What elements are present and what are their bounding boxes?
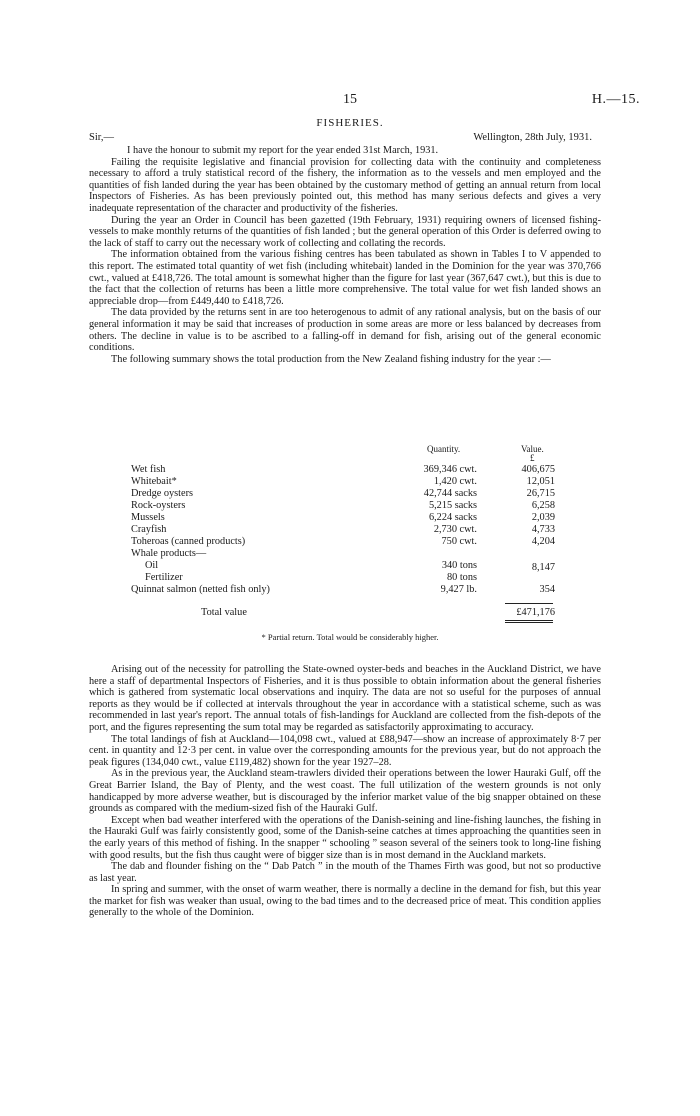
row-value: 12,051 xyxy=(526,476,555,487)
row-quantity: 9,427 lb. xyxy=(440,584,477,595)
table-row xyxy=(131,536,555,548)
row-quantity: 1,420 cwt. xyxy=(433,476,477,487)
total-double-rule xyxy=(505,622,553,623)
paragraph: The data provided by the returns sent in are too heterogenous to admit of any rational analysis, but on the basis of our general information it may be said that increases of production in some areas are more or less balanced by decreases from others. The decline in value is to be ascribed to a falling-off in demand for fish, arising out of the general economic conditions. xyxy=(89,307,601,354)
row-value: 4,733 xyxy=(531,524,555,535)
column-header-value-unit: £ xyxy=(530,453,535,463)
row-label: Crayfish xyxy=(131,524,167,535)
row-label: Rock-oysters xyxy=(131,500,186,511)
table-row xyxy=(131,560,555,572)
row-value: 26,715 xyxy=(526,488,555,499)
paragraph: The information obtained from the various fishing centres has been tabulated as shown in Tables I to V appended to this report. The estimated total quantity of wet fish (including whitebait) landed in the Dominion for the year was 370,766 cwt., valued at £418,726. The total amount is somewhat higher than the figure for last year (367,647 cwt.), but this is due to the fact that the collection of returns has been a little more comprehensive. The total value for wet fish landed shows an appreciable drop—from £449,440 to £418,726. xyxy=(89,249,601,307)
row-value: 2,039 xyxy=(531,512,555,523)
paragraph: In spring and summer, with the onset of warm weather, there is normally a decline in the demand for fish, but this year the market for fish was weaker than usual, owing to the bad times and to the decreased price of meat. This condition applies generally to the whole of the Dominion. xyxy=(89,884,601,919)
table-row xyxy=(131,488,555,500)
table-row xyxy=(131,476,555,488)
table-row xyxy=(131,548,555,560)
column-header-value: Value. xyxy=(521,444,544,454)
paragraph: The total landings of fish at Auckland—104,098 cwt., valued at £88,947—show an increase of approximately 8·7 per cent. in quantity and 12·3 per cent. in value over the corresponding amounts for the previous year, but do not approach the peak figures (134,040 cwt., value £119,482) shown for the year 1927–28. xyxy=(89,733,601,768)
table-row xyxy=(131,572,555,584)
row-label: Mussels xyxy=(131,512,165,523)
row-value: 406,675 xyxy=(521,464,555,475)
table-row xyxy=(131,584,555,596)
paragraph: Except when bad weather interfered with the operations of the Danish-seining and line-fishing launches, the fishing in the Hauraki Gulf was fairly consistently good, some of the Danish-seine catches at times approaching the quantities seen in the early years of this method of fishing. In the snapper “ schooling ” season several of the seiners took to long-line fishing with good results, but the fish thus caught were of bigger size than is in most demand in the Auckland markets. xyxy=(89,814,601,861)
paragraph: As in the previous year, the Auckland steam-trawlers divided their operations between the lower Hauraki Gulf, off the Great Barrier Island, the Bay of Plenty, and the west coast. The full utilization of the western grounds is not only handicapped by more adverse weather, but is discouraged by the inferior market value of the big snapper obtained on these grounds as compared with the medium-sized fish of the Hauraki Gulf. xyxy=(89,768,601,815)
row-label: Dredge oysters xyxy=(131,488,194,499)
report-body-bottom xyxy=(89,664,601,919)
table-row xyxy=(131,464,555,476)
total-double-rule xyxy=(505,620,553,621)
subtotal-rule xyxy=(505,603,553,604)
row-label: Whale products— xyxy=(131,548,207,559)
paragraph: The following summary shows the total production from the New Zealand fishing industry for the year :— xyxy=(111,353,551,365)
total-label: Total value xyxy=(201,607,247,618)
column-header-quantity: Quantity. xyxy=(427,444,461,454)
table-footnote: * Partial return. Total would be considerably higher. xyxy=(261,632,439,642)
row-quantity: 340 tons xyxy=(441,560,477,571)
table-row-total xyxy=(131,607,555,619)
whale-products-value: 8,147 xyxy=(531,562,555,573)
row-value: 4,204 xyxy=(531,536,555,547)
salutation: Sir,— xyxy=(89,132,114,143)
row-quantity: 750 cwt. xyxy=(441,536,477,547)
row-label: Toheroas (canned products) xyxy=(131,536,246,547)
paragraph: I have the honour to submit my report for the year ended 31st March, 1931. xyxy=(127,145,439,156)
row-label: Whitebait* xyxy=(131,476,177,487)
row-value: 6,258 xyxy=(531,500,555,511)
total-value: £471,176 xyxy=(516,607,555,618)
row-quantity: 80 tons xyxy=(446,572,477,583)
table-row xyxy=(131,500,555,512)
paragraph: Arising out of the necessity for patrolling the State-owned oyster-beds and beaches in the Auckland District, we have here a staff of departmental Inspectors of Fisheries, and it is thus possible to obtain information about the general fisheries which is gathered from systematic local observations and inquiry. The data are not so useful for the purposes of annual reports as they would be if collected at intervals throughout the year in accordance with a statistical scheme, such as was recommended in last year's report. The annual totals of fish-landings for Auckland are collected from the fish-depots of the port, and the figures representing the sum total may be regarded as satisfactorily approximating to accuracy. xyxy=(89,664,601,733)
paragraph: During the year an Order in Council has been gazetted (19th February, 1931) requiring owners of licensed fishing-vessels to make monthly returns of the quantities of fish landed ; but the general operation of this Order is deferred owing to the lack of staff to carry out the necessary work of collecting and collating the records. xyxy=(89,214,601,249)
table-row xyxy=(131,524,555,536)
row-quantity: 6,224 sacks xyxy=(428,512,477,523)
row-label: Fertilizer xyxy=(145,572,183,583)
row-quantity: 2,730 cwt. xyxy=(433,524,477,535)
paragraph: The dab and flounder fishing on the “ Dab Patch ” in the mouth of the Thames Firth was good, but not so productive as last year. xyxy=(89,861,601,884)
row-label: Wet fish xyxy=(131,464,166,475)
place-date: Wellington, 28th July, 1931. xyxy=(473,132,592,143)
page-number: 15 xyxy=(343,92,357,107)
row-quantity: 5,215 sacks xyxy=(428,500,477,511)
section-title: FISHERIES. xyxy=(316,117,384,129)
report-body-top xyxy=(89,145,601,365)
document-reference: H.—15. xyxy=(591,92,640,107)
row-value: 354 xyxy=(539,584,555,595)
paragraph: Failing the requisite legislative and financial provision for collecting data with the continuity and completeness necessary to afford a truly statistical record of the fishery, the information as to the vessels and men employed and the quantities of fish landed during the year has been obtained by the customary method of getting an annual return from local Inspectors of Fisheries. As has been previously pointed out, this method has many serious defects and gives a very inadequate representation of the character and productivity of the fisheries. xyxy=(89,156,601,214)
row-quantity: 42,744 sacks xyxy=(423,488,477,499)
table-row xyxy=(131,512,555,524)
row-label: Quinnat salmon (netted fish only) xyxy=(131,584,270,595)
row-quantity: 369,346 cwt. xyxy=(423,464,477,475)
row-label: Oil xyxy=(145,560,159,571)
